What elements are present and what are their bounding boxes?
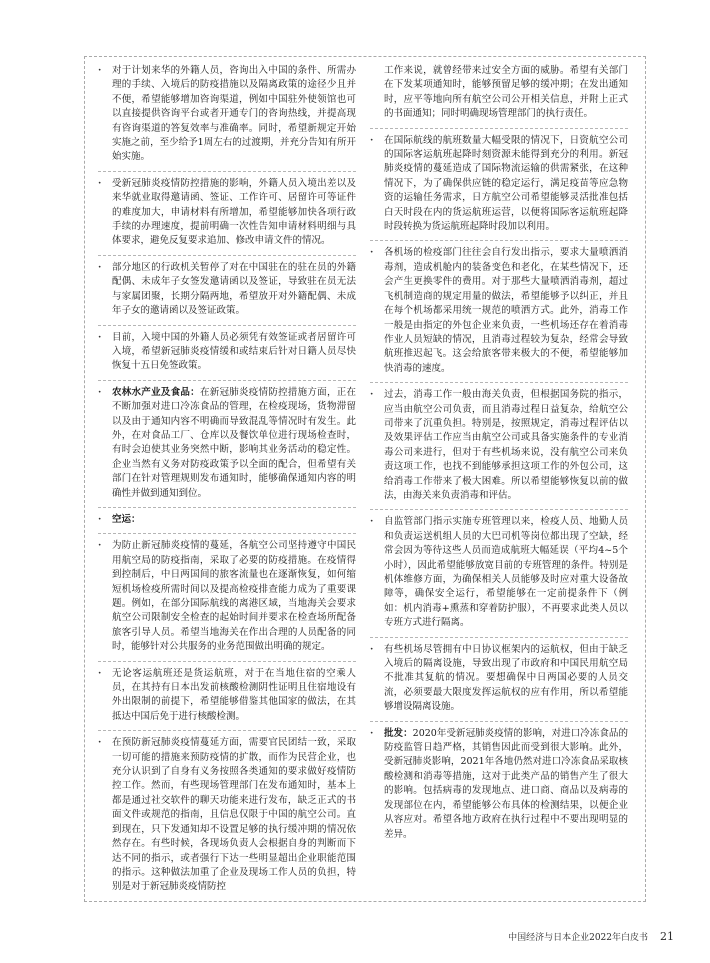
bullet-item	[98, 261, 356, 326]
bullet-item	[98, 539, 356, 661]
bullet-body: 自监管部门指示实施专班管理以来，检疫人员、地勤人员和负责运送机组人员的大巴司机等岗位都出现了空缺，经常会因为等待这些人员而造成航班大幅延误（平均4~5个小时），因此希望能够放宽目前的专班管理的条件。特别是机体维修方面，为确保相关人员能够及时应对重大设备故障等，确保安全运行，希望能够在一定前提条件下（例如：机内消毒+熏蒸和穿着防护服），不再要求此类人员以专班方式进行隔离。	[384, 516, 628, 629]
bullet-text	[112, 513, 356, 527]
bullet-item	[98, 386, 356, 508]
bullet-text	[112, 667, 356, 725]
bullet-dot-icon: ·	[370, 134, 374, 146]
bullet-lead: 批发：	[384, 727, 413, 739]
bullet-item	[98, 667, 356, 732]
bullet-body: 各机场的检疫部门往往会自行发出指示，要求大量喷洒消毒剂，造成机舱内的装备变色和老化，在某些情况下，还会产生更换零件的费用。对于那些大量喷洒消毒剂，超过飞机制造商的规定用量的做法，希望能够予以纠正，并且在每个机场都采用统一规范的喷洒方式。此外，消毒工作一般是由指定的外包企业来负责，一些机场还存在着消毒作业人员短缺的情况，且消毒过程较为复杂，经常会导致航班推迟起飞。这会给旅客带来极大的不便，希望能够加快消毒的速度。	[384, 247, 628, 374]
bullet-text	[112, 177, 356, 249]
bullet-item	[98, 736, 356, 900]
bullet-body: 在预防新冠肺炎疫情蔓延方面，需要官民团结一致，采取一切可能的措施来预防疫情的扩散，而作为民营企业，也充分认识到了自身有义务按照各类通知的要求做好疫情防控工作。然而，有些现场管理部门在发布通知时，基本上都是通过社交软件的聊天功能来进行发布，缺乏正式的书面文件或规范的指南，且信息仅限于中国的航空公司。直到现在，只下发通知却不设置足够的执行缓冲期的情况依然存在。有些时候，各现场负责人会根据自身的判断而下达不同的指示，或者强行下达一些明显超出企业职能范围的指示。这种做法加重了企业及现场工作人员的负担，特别是对于新冠肺炎疫情防控	[112, 737, 356, 893]
bullet-item	[370, 643, 628, 722]
bullet-item	[98, 513, 356, 534]
bullet-text	[112, 386, 356, 501]
bullet-body: 对于计划来华的外籍人员，咨询出入中国的条件、所需办理的手续、入境后的防疫措施以及隔离政策的途径少且并不便，希望能够增加咨询渠道，例如中国驻外使领馆也可以直接提供咨询平台或者开通专门的咨询热线，并提高现有咨询渠道的答复效率与准确率。同时，希望新规定开始实施之前，至少给予1周左右的过渡期，并充分告知有所开始实施。	[112, 65, 356, 163]
bullet-dot-icon: ·	[370, 516, 374, 528]
bullet-item	[370, 134, 628, 242]
bullet-item	[370, 388, 628, 510]
bullet-body: 有些机场尽管拥有中日协议框架内的运航权，但由于缺乏入境后的隔离设施，导致出现了市政府和中国民用航空局不批准其复航的情况。要想确保中日两国必要的人员交流，必须要最大限度发挥运航权的应有作用，所以希望能够增设隔离设施。	[384, 643, 628, 713]
bullet-dot-icon: ·	[98, 331, 102, 343]
page-number: 21	[660, 930, 674, 943]
bullet-body: 为防止新冠肺炎疫情的蔓延，各航空公司坚持遵守中国民用航空局的防疫指南，采取了必要的防疫措施。在疫情得到控制后，中日两国间的旅客流量也在逐渐恢复，如何缩短机场检疫所需时间以及提高检疫排查能力成为了重要课题。例如，在部分国际航线的离港区域，当地海关会要求航空公司限制安全检查的起始时间并要求在检查场所配备旅客引导人员。希望当地海关在作出合理的人员配备的同时，能够针对公共服务的业务范围做出明确的规定。	[112, 540, 356, 653]
bullet-dot-icon: ·	[98, 261, 102, 273]
bullet-dot-icon: ·	[98, 667, 102, 679]
bullet-body: 受新冠肺炎疫情防控措施的影响，外籍人员入境出差以及来华就业取得邀请函、签证、工作许可、居留许可等证件的难度加大，申请材料有所增加，希望能够加快各项行政手续的办理速度，提前明确一次性告知申请材料明细与具体要求，避免反复要求追加、修改申请文件的情况。	[112, 177, 356, 247]
bullet-dot-icon: ·	[98, 386, 102, 398]
bullet-body: 部分地区的行政机关暂停了对在中国驻在的驻在员的外籍配偶、未成年子女签发邀请函以及签证，导致驻在员无法与家属团聚，长期分隔两地，希望放开对外籍配偶、未成年子女的邀请函以及签证政策。	[112, 261, 356, 317]
footer-title: 中国经济与日本企业2022年白皮书	[508, 933, 648, 943]
page-footer	[508, 930, 674, 943]
bullet-text	[112, 736, 356, 894]
bullet-dot-icon: ·	[98, 513, 102, 525]
bullet-item	[370, 727, 628, 848]
bullet-body: 工作来说，就曾经带来过安全方面的威胁。希望有关部门在下发某项通知时，能够预留足够的缓冲期；在发出通知时，应平等地向所有航空公司公开相关信息，并附上正式的书面通知；同时明确现场管理部门的执行责任。	[384, 65, 628, 120]
bullet-text	[384, 643, 628, 715]
bullet-text	[384, 388, 628, 503]
bullet-dot-icon: ·	[98, 65, 102, 76]
bullet-body: 2020年受新冠肺炎疫情的影响，对进口冷冻食品的防疫监管日趋严格，其销售因此而受到很大影响。此外，受新冠肺炎影响，2021年各地仍然对进口冷冻食品采取核酸检测和消毒等措施，这对于此类产品的销售产生了很大的影响。包括病毒的发现地点、进口商、商品以及病毒的发现部位在内，希望能够公布具体的检测结果，以便企业从容应对。希望各地方政府在执行过程中不要出现明显的差异。	[384, 727, 628, 840]
bullet-text	[384, 246, 628, 376]
left-column	[98, 64, 356, 901]
bullet-body: 过去，消毒工作一般由海关负责，但根据国务院的指示，应当由航空公司负责，而且消毒过程日益复杂，给航空公司带来了沉重负担。特别是，按照规定，消毒过程评估以及效果评估工作应当由航空公司或具备实施条件的专业消毒公司来进行，但对于有些机场来说，没有航空公司来负责这项工作，也找不到能够承担这项工作的外包公司，这给消毒工作带来了极大困难。所以希望能够恢复以前的做法，由海关来负责消毒和评估。	[384, 389, 628, 501]
bullet-text	[112, 261, 356, 319]
bullet-dot-icon: ·	[98, 540, 102, 552]
bullet-text	[384, 727, 628, 842]
bullet-item	[98, 177, 356, 256]
section-heading: 空运：	[112, 513, 141, 525]
bullet-item	[98, 64, 356, 172]
bullet-body: 在国际航线的航班数量大幅受限的情况下，日资航空公司的国际客运航班起降时刻资源未能得到充分的利用。新冠肺炎疫情的蔓延造成了国际物流运输的供需紧张，在这种情况下，为了确保供应链的稳定运行，满足疫苗等应急物资的运输任务需求，日方航空公司希望能够灵活批准包括白天时段在内的货运航班运营，以便将国际客运航班起降时段转换为货运航班起降时段加以利用。	[384, 134, 628, 233]
bullet-item	[98, 331, 356, 381]
bullet-dot-icon: ·	[370, 727, 374, 739]
bullet-lead: 农林水产业及食品：	[112, 386, 200, 398]
bullet-dot-icon: ·	[98, 737, 102, 749]
bullet-item	[370, 64, 628, 129]
bullet-text	[112, 331, 356, 374]
bullet-body: 目前，入境中国的外籍人员必须凭有效签证或者居留许可入境，希望新冠肺炎疫情缓和或结束后针对日籍人员尽快恢复十五日免签政策。	[112, 331, 356, 372]
bullet-body: 在新冠肺炎疫情防控措施方面，正在不断加强对进口冷冻食品的管理，在检疫现场，货物滞留以及由于通知内容不明确而导致混乱等情况时有发生。此外，在对食品工厂、仓库以及餐饮单位进行现场检查时，有时会迫使其业务突然中断，影响其业务活动的稳定性。企业当然有义务对防疫政策予以全面的配合，但希望有关部门在针对管理规则发布通知时，能够确保通知内容的明确性并做到通知到位。	[112, 386, 356, 499]
bullet-dot-icon: ·	[370, 247, 374, 259]
bullet-dot-icon: ·	[98, 177, 102, 189]
bullet-item	[370, 246, 628, 383]
bullet-text	[384, 134, 628, 235]
bullet-text	[112, 539, 356, 654]
bullet-body: 无论客运航班还是货运航班，对于在当地住宿的空乘人员，在其持有日本出发前核酸检测阴性证明且住宿地设有外出限制的前提下，希望能够借鉴其他国家的做法，在其抵达中国后免于进行核酸检测。	[112, 667, 356, 722]
bullet-text	[384, 64, 628, 122]
bullet-dot-icon: ·	[370, 389, 374, 401]
bullet-dot-icon: ·	[370, 643, 374, 655]
bullet-text	[112, 64, 356, 165]
bullet-text	[384, 515, 628, 630]
bullet-item	[370, 515, 628, 637]
right-column	[370, 64, 628, 848]
